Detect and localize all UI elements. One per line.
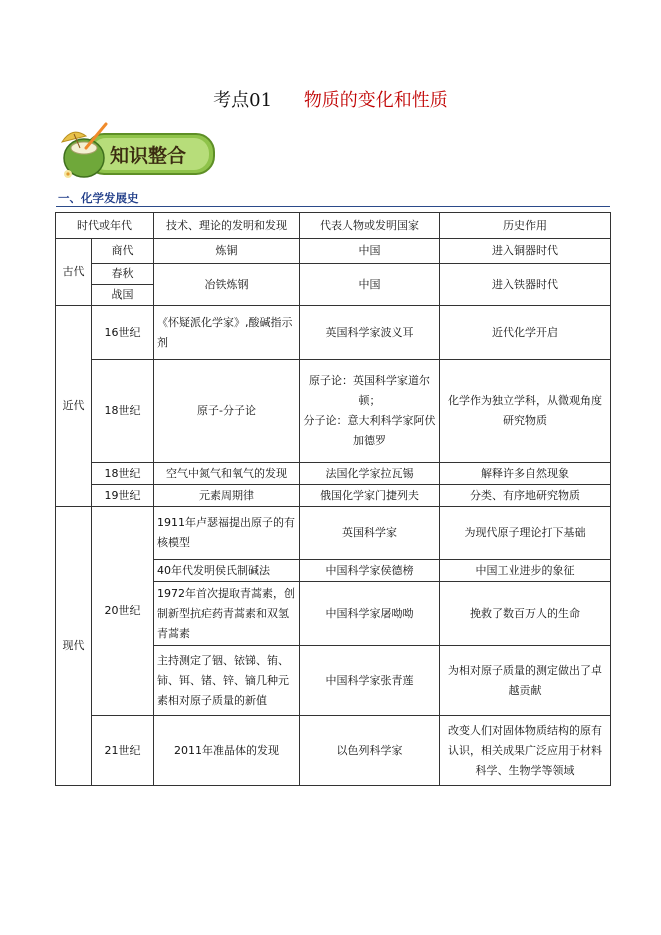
period-cell: 21世纪 [92,716,154,786]
period-cell: 战国 [92,285,154,306]
person-cell: 英国科学家波义耳 [300,306,440,360]
table-row [56,507,611,560]
table-row [56,716,611,786]
effect-cell: 分类、有序地研究物质 [440,485,611,507]
invention-cell: 40年代发明侯氏制碱法 [154,560,300,582]
atomic-theory-line: 原子论：英国科学家道尔顿； [309,374,430,407]
person-cell: 中国科学家屠呦呦 [300,582,440,646]
molecular-theory-line: 分子论：意大利科学家阿伏加德罗 [303,414,436,447]
invention-cell: 《怀疑派化学家》,酸碱指示剂 [154,306,300,360]
person-cell: 中国 [300,264,440,306]
table-row [56,306,611,360]
era-cell: 现代 [56,507,92,786]
header-cell: 历史作用 [440,213,611,239]
person-cell: 俄国化学家门捷列夫 [300,485,440,507]
page-title [0,86,661,112]
period-cell: 19世纪 [92,485,154,507]
section-divider [56,206,610,207]
header-cell: 技术、理论的发明和发现 [154,213,300,239]
invention-cell: 元素周期律 [154,485,300,507]
invention-cell: 原子-分子论 [154,360,300,463]
invention-cell: 1972年首次提取青蒿素，创制新型抗疟药青蒿素和双氢青蒿素 [154,582,300,646]
effect-cell: 进入铁器时代 [440,264,611,306]
effect-cell: 挽救了数百万人的生命 [440,582,611,646]
invention-cell: 1911年卢瑟福提出原子的有核模型 [154,507,300,560]
effect-cell: 化学作为独立学科，从微观角度研究物质 [440,360,611,463]
person-cell: 中国 [300,239,440,264]
period-cell: 20世纪 [92,507,154,716]
table-row [56,463,611,485]
effect-cell: 为相对原子质量的测定做出了卓越贡献 [440,646,611,716]
person-cell [300,360,440,463]
invention-cell: 空气中氮气和氧气的发现 [154,463,300,485]
table-row [56,485,611,507]
header-cell: 时代或年代 [56,213,154,239]
effect-cell: 为现代原子理论打下基础 [440,507,611,560]
invention-cell: 主持测定了铟、铱锑、铕、铈、铒、锗、锌、镝几种元素相对原子质量的新值 [154,646,300,716]
exam-point-title: 物质的变化和性质 [303,90,448,111]
header-cell: 代表人物或发明国家 [300,213,440,239]
era-cell: 古代 [56,239,92,306]
period-cell: 18世纪 [92,463,154,485]
person-cell: 中国科学家侯德榜 [300,560,440,582]
section-heading: 一、化学发展史 [58,191,139,205]
era-cell: 近代 [56,306,92,507]
period-cell: 商代 [92,239,154,264]
effect-cell: 解释许多自然现象 [440,463,611,485]
person-cell: 以色列科学家 [300,716,440,786]
invention-cell: 冶铁炼钢 [154,264,300,306]
table-row [56,360,611,463]
banner-text: 知识整合 [110,145,187,167]
chemistry-history-table [55,212,611,786]
invention-cell: 2011年准晶体的发现 [154,716,300,786]
table-header-row [56,213,611,239]
period-cell: 18世纪 [92,360,154,463]
exam-point-label: 考点01 [213,90,273,111]
knowledge-banner [58,122,218,182]
invention-cell: 炼铜 [154,239,300,264]
table-row [56,239,611,264]
table-row [56,264,611,285]
person-cell: 英国科学家 [300,507,440,560]
effect-cell: 近代化学开启 [440,306,611,360]
person-cell: 中国科学家张青莲 [300,646,440,716]
effect-cell: 进入铜器时代 [440,239,611,264]
period-cell: 16世纪 [92,306,154,360]
effect-cell: 中国工业进步的象征 [440,560,611,582]
period-cell: 春秋 [92,264,154,285]
person-cell: 法国化学家拉瓦锡 [300,463,440,485]
effect-cell: 改变人们对固体物质结构的原有认识，相关成果广泛应用于材料科学、生物学等领域 [440,716,611,786]
